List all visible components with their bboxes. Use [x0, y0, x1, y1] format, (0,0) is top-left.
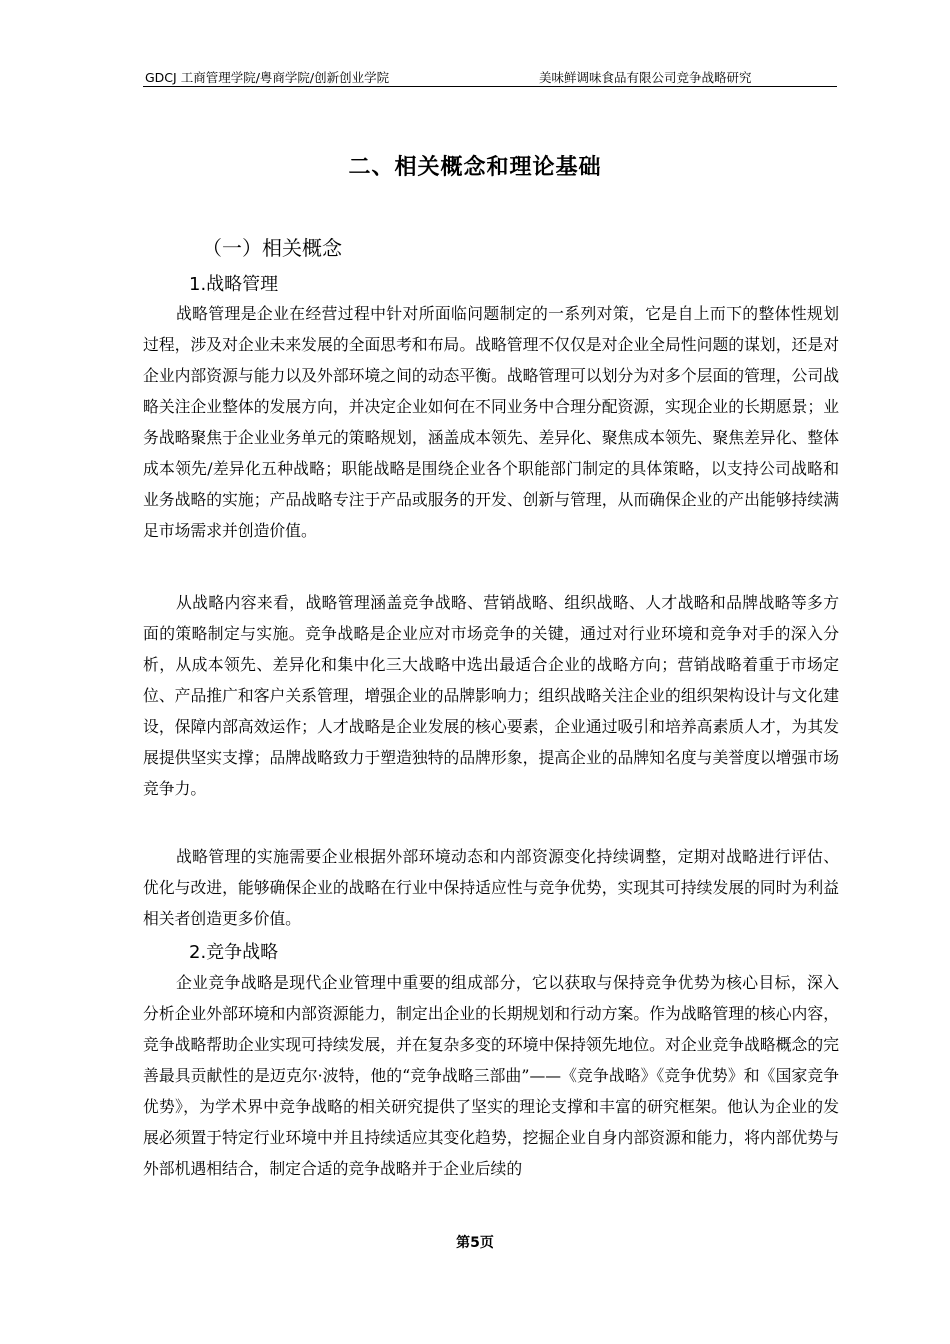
- section-title: （一）相关概念: [202, 236, 342, 260]
- paragraph: 战略管理的实施需要企业根据外部环境动态和内部资源变化持续调整，定期对战略进行评估、优化与改进，能够确保企业的战略在行业中保持适应性与竞争优势，实现其可持续发展的同时为利益相关者创造更多价值。: [143, 847, 839, 928]
- paragraph: 战略管理是企业在经营过程中针对所面临问题制定的一系列对策，它是自上而下的整体性规划过程，涉及对企业未来发展的全面思考和布局。战略管理不仅仅是对企业全局性问题的谋划，还是对企业内部资源与能力以及外部环境之间的动态平衡。战略管理可以划分为对多个层面的管理，公司战略关注企业整体的发展方向，并决定企业如何在不同业务中合理分配资源，实现企业的长期愿景；业务战略聚焦于企业业务单元的策略规划，涵盖成本领先、差异化、聚焦成本领先、聚焦差异化、整体成本领先/差异化五种战略；职能战略是围绕企业各个职能部门制定的具体策略，以支持公司战略和业务战略的实施；产品战略专注于产品或服务的开发、创新与管理，从而确保企业的产出能够持续满足市场需求并创造价值。: [143, 304, 839, 540]
- page-header: [143, 66, 837, 87]
- header-thesis-title: 美味鲜调味食品有限公司竞争战略研究: [539, 70, 752, 85]
- paragraph: 从战略内容来看，战略管理涵盖竞争战略、营销战略、组织战略、人才战略和品牌战略等多方面的策略制定与实施。竞争战略是企业应对市场竞争的关键，通过对行业环境和竞争对手的深入分析，从成本领先、差异化和集中化三大战略中选出最适合企业的战略方向；营销战略着重于市场定位、产品推广和客户关系管理，增强企业的品牌影响力；组织战略关注企业的组织架构设计与文化建设，保障内部高效运作；人才战略是企业发展的核心要素，企业通过吸引和培养高素质人才，为其发展提供坚实支撑；品牌战略致力于塑造独特的品牌形象，提高企业的品牌知名度与美誉度以增强市场竞争力。: [143, 593, 839, 798]
- subsection-title-competitive-strategy: 2.竞争战略: [189, 942, 279, 963]
- page-number: 第5页: [456, 1235, 494, 1251]
- subsection-title-strategic-management: 1.战略管理: [189, 274, 279, 295]
- paragraph: 企业竞争战略是现代企业管理中重要的组成部分，它以获取与保持竞争优势为核心目标，深入分析企业外部环境和内部资源能力，制定出企业的长期规划和行动方案。作为战略管理的核心内容，竞争战略帮助企业实现可持续发展，并在复杂多变的环境中保持领先地位。对企业竞争战略概念的完善最具贡献性的是迈克尔·波特，他的“竞争战略三部曲”——《竞争战略》《竞争优势》和《国家竞争优势》，为学术界中竞争战略的相关研究提供了坚实的理论支撑和丰富的研究框架。他认为企业的发展必须置于特定行业环境中并且持续适应其变化趋势，挖掘企业自身内部资源和能力，将内部优势与外部机遇相结合，制定合适的竞争战略并于企业后续的: [143, 973, 839, 1178]
- chapter-title: 二、相关概念和理论基础: [348, 155, 602, 180]
- header-institution: GDCJ 工商管理学院/粤商学院/创新创业学院: [145, 70, 390, 85]
